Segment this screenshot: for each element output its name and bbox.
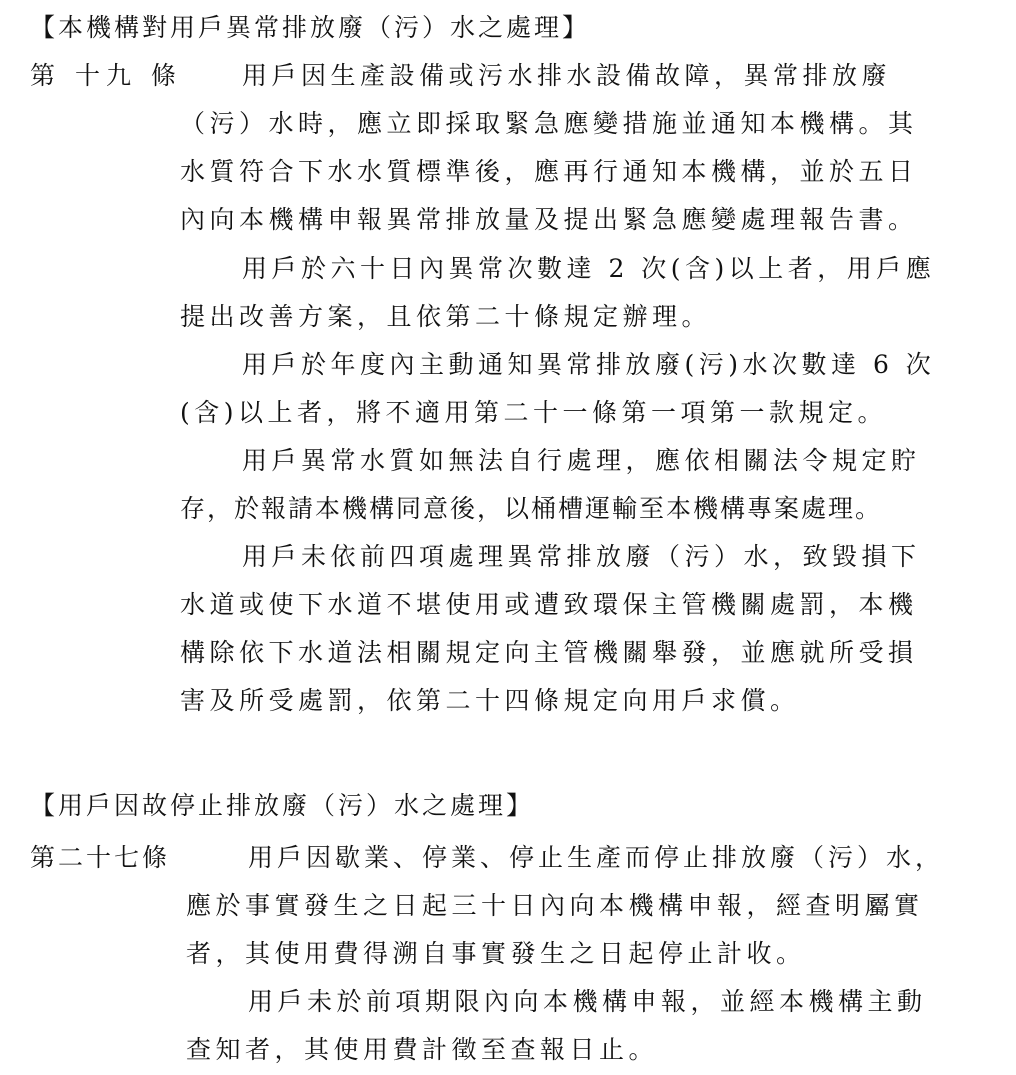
article-paragraph-line: 提出改善方案，且依第二十條規定辦理。 <box>180 302 712 331</box>
article-paragraph-line: 應於事實發生之日起三十日內向本機構申報，經查明屬實 <box>186 891 924 920</box>
article-paragraph-line: 用戶未依前四項處理異常排放廢（污）水，致毀損下 <box>242 542 921 571</box>
article-paragraph-line: （污）水時，應立即採取緊急應變措施並通知本機構。其 <box>180 109 918 138</box>
section-heading: 【本機構對用戶異常排放廢（污）水之處理】 <box>30 13 591 42</box>
article-paragraph-line: 用戶因生產設備或污水排水設備故障，異常排放廢 <box>242 61 892 90</box>
article-paragraph-line: 水質符合下水水質標準後，應再行通知本機構，並於五日 <box>180 157 918 186</box>
article-paragraph-line: 水道或使下水道不堪使用或遭致環保主管機關處罰，本機 <box>180 590 918 619</box>
section-heading: 【用戶因故停止排放廢（污）水之處理】 <box>30 791 535 820</box>
article-paragraph-line: 害及所受處罰，依第二十四條規定向用戶求償。 <box>180 686 800 715</box>
article-paragraph-line: 查知者，其使用費計徵至查報日止。 <box>186 1035 659 1064</box>
article-paragraph-line: 內向本機構申報異常排放量及提出緊急應變處理報告書。 <box>180 205 918 234</box>
article-paragraph-line: 用戶於年度內主動通知異常排放廢(污)水次數達 6 次 <box>242 350 936 379</box>
article-paragraph-line: 構除依下水道法相關規定向主管機關舉發，並應就所受損 <box>180 638 918 667</box>
article-paragraph-line: 用戶異常水質如無法自行處理，應依相關法令規定貯 <box>242 446 921 475</box>
article-paragraph-line: (含)以上者，將不適用第二十一條第一項第一款規定。 <box>180 398 888 427</box>
article-paragraph-line: 用戶因歇業、停業、停止生產而停止排放廢（污）水， <box>248 843 945 872</box>
article-label: 第二十七條 <box>30 843 171 872</box>
article-label: 第 十九 條 <box>30 61 182 90</box>
article-paragraph-line: 存，於報請本機構同意後，以桶槽運輸至本機構專案處理。 <box>180 494 883 523</box>
article-paragraph-line: 者，其使用費得溯自事實發生之日起停止計收。 <box>186 939 806 968</box>
article-paragraph-line: 用戶於六十日內異常次數達 2 次(含)以上者，用戶應 <box>242 254 936 283</box>
article-paragraph-line: 用戶未於前項期限內向本機構申報，並經本機構主動 <box>248 987 927 1016</box>
